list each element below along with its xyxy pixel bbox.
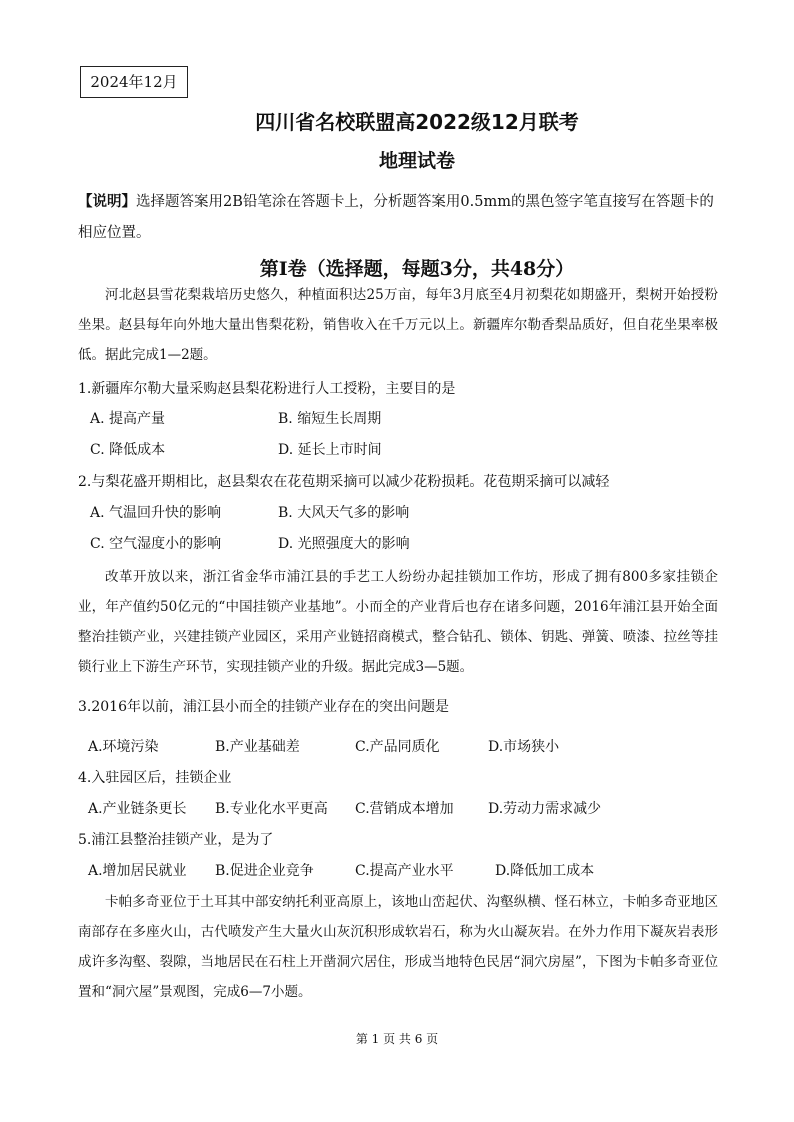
exam-subject: 地理试卷 (378, 150, 455, 172)
question-3-option-d: D.市场狭小 (488, 739, 560, 755)
instructions-text: 选择题答案用2B铅笔涂在答题卡上，分析题答案用0.5mm的黑色签字笔直接写在答题卡的相应位置。 (78, 194, 714, 241)
question-5-option-b: B.促进企业竞争 (215, 863, 314, 879)
question-1-option-c: C. 降低成本 (90, 442, 166, 458)
question-3-option-c: C.产品同质化 (355, 739, 440, 755)
question-3-option-b: B.产业基础差 (215, 739, 300, 755)
question-2-option-a: A. 气温回升快的影响 (90, 505, 222, 521)
question-5-option-d: D.降低加工成本 (495, 863, 595, 879)
question-1-option-a: A. 提高产量 (90, 411, 166, 427)
exam-title: 四川省名校联盟高2022级12月联考 (255, 110, 579, 134)
question-5-stem: 5.浦江县整治挂锁产业，是为了 (78, 832, 274, 848)
question-3-stem: 3.2016年以前，浦江县小而全的挂锁产业存在的突出问题是 (78, 699, 449, 715)
question-2-option-d: D. 光照强度大的影响 (278, 536, 410, 552)
question-4-option-a: A.产业链条更长 (88, 801, 187, 817)
question-4-option-c: C.营销成本增加 (355, 801, 454, 817)
question-3-option-a: A.环境污染 (88, 739, 159, 755)
passage-3: 卡帕多奇亚位于土耳其中部安纳托利亚高原上，该地山峦起伏、沟壑纵横、怪石林立，卡帕多奇亚地区南部存在多座火山，古代喷发产生大量火山灰沉积形成软岩石，称为火山凝灰岩。在外力作用下凝灰岩表形成许多沟壑、裂隙，当地居民在石柱上开凿洞穴居住，形成当地特色民居“洞穴房屋”，下图为卡帕多奇亚位置和“洞穴屋”景观图，完成6—7小题。 (78, 894, 718, 1000)
instructions (78, 186, 718, 249)
question-4-option-d: D.劳动力需求减少 (488, 801, 602, 817)
passage-1: 河北赵县雪花梨栽培历史悠久，种植面积达25万亩，每年3月底至4月初梨花如期盛开，梨树开始授粉坐果。赵县每年向外地大量出售梨花粉，销售收入在千万元以上。新疆库尔勒香梨品质好，但自花坐果率极低。据此完成1—2题。 (78, 287, 718, 363)
question-4-stem: 4.入驻园区后，挂锁企业 (78, 770, 232, 786)
date-box: 2024年12月 (80, 66, 188, 98)
question-1-stem: 1.新疆库尔勒大量采购赵县梨花粉进行人工授粉，主要目的是 (78, 381, 456, 397)
question-2-stem: 2.与梨花盛开期相比，赵县梨农在花苞期采摘可以减少花粉损耗。花苞期采摘可以减轻 (78, 474, 610, 490)
question-2-option-b: B. 大风天气多的影响 (278, 505, 410, 521)
question-5-option-a: A.增加居民就业 (88, 863, 187, 879)
question-2-option-c: C. 空气湿度小的影响 (90, 536, 222, 552)
question-4-option-b: B.专业化水平更高 (215, 801, 328, 817)
passage-2: 改革开放以来，浙江省金华市浦江县的手艺工人纷纷办起挂锁加工作坊，形成了拥有800多家挂锁企业，年产值约50亿元的“中国挂锁产业基地”。小而全的产业背后也存在诸多问题，2016年浦江县开始全面整治挂锁产业，兴建挂锁产业园区，采用产业链招商模式，整合钻孔、锁体、钥匙、弹簧、喷漆、拉丝等挂锁行业上下游生产环节，实现挂锁产业的升级。据此完成3—5题。 (78, 569, 718, 675)
page-footer: 第 1 页 共 6 页 (355, 1032, 439, 1046)
question-1-option-d: D. 延长上市时间 (278, 442, 382, 458)
section-title: 第Ⅰ卷（选择题，每题3分，共48分） (259, 258, 575, 280)
instructions-tag: 【说明】 (78, 193, 136, 210)
question-1-option-b: B. 缩短生长周期 (278, 411, 382, 427)
question-5-option-c: C.提高产业水平 (355, 863, 454, 879)
